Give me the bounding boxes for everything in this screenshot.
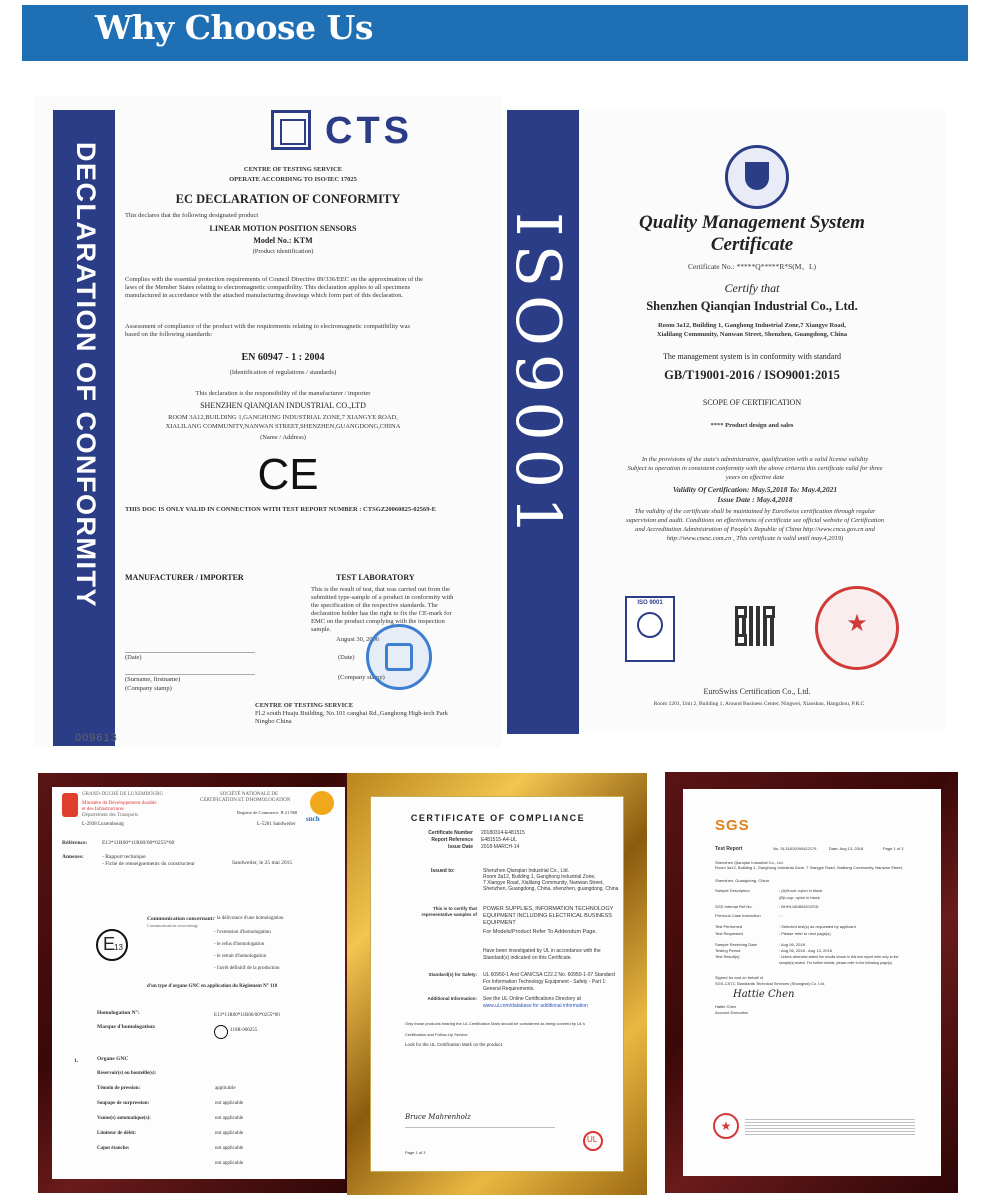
iso-badge-label: ISO 9001 (637, 600, 663, 606)
lux-ministry1: Ministère du Développement durable (82, 801, 157, 806)
ec-surname: (Surname, firstname) (125, 676, 181, 683)
iso-cert-no: Certificate No.: *****Q*****R*S(M、L) (687, 262, 817, 271)
lux-reg: Registre de Commerce: B 21 968 (237, 810, 298, 815)
iso-addr2: Xialilang Community, Nanwan Street, Shenzhen, Guangdong, China (656, 331, 848, 338)
ec-company: SHENZHEN QIANQIAN INDUSTRIAL CO.,LTD (200, 401, 366, 410)
table-row: Test Performed : Selected test(s) as requested by applicant (715, 924, 856, 929)
ul-add2: www.ul.com/database for additional information (483, 1003, 588, 1009)
sgs-name: Hattie Chen (715, 1004, 737, 1009)
ul-certify-label2: representative samples of (421, 912, 477, 917)
sgs-test-report: Test Report (715, 846, 743, 852)
iso-conformity: The management system is in conformity with standard (663, 352, 841, 361)
ul-only1: Only those products bearing the UL Certification Mark should be considered as being covered by UL's (405, 1021, 586, 1026)
iso-title2: Certificate (710, 234, 794, 255)
ec-date2: (Date) (338, 654, 355, 661)
iso9001-certificate (502, 108, 945, 732)
ul-issued3: 7 Xiangye Road, Xialilang Community, Nanwan Street, (483, 880, 604, 886)
iso-issue: Issue Date : May.4,2018 (717, 495, 793, 504)
list-item: Témoin de pression: applicable (97, 1086, 236, 1091)
lux-snch-logo: snch (306, 815, 320, 823)
lux-annex1: - Rapport technique (102, 854, 146, 860)
lux-type-label: d'un type d'organe GNC en application du Règlement N° 110 (147, 984, 278, 989)
ce-mark-icon: CE (257, 450, 319, 499)
ec-operate: OPERATE ACCORDING TO ISO/IEC 17025 (229, 176, 357, 183)
list-item: Issue Date 2018-MARCH-14 (447, 844, 520, 850)
ul-std3: General Requirements. (483, 986, 535, 992)
lux-ref-label: Référence: (62, 840, 88, 846)
iso-scope-item: **** Product design and sales (710, 422, 794, 429)
ec-name-address: (Name / Address) (260, 434, 306, 441)
sgs-role: Account Executive (715, 1010, 748, 1015)
ul-certify3: EQUIPMENT (483, 920, 516, 926)
ec-august: August 30, 2006 (336, 636, 380, 643)
ec-serial: 009613 (75, 732, 118, 744)
ec-footer3: Ningbo China (255, 718, 292, 725)
iso-note3: and Accreditation Administration of People's Republic of China http://www.cnca.gov.cn and (635, 526, 875, 533)
lux-opt3: - le refus d'homologation (214, 942, 265, 947)
sgs-addr1: Shenzhen Qianqian Industrial Co., Ltd. (715, 860, 784, 865)
ul-certify1: POWER SUPPLIES, INFORMATION TECHNOLOGY (483, 906, 614, 912)
ec-footer1: CENTRE OF TESTING SERVICE (255, 702, 354, 709)
ul-investigated1: Have been investigated by UL in accordance with the (483, 948, 601, 954)
lux-opt1: - la délivrance d'une homologation (214, 916, 284, 921)
euroswiss-logo-icon (725, 145, 789, 209)
cts-logo-text: CTS (325, 110, 413, 152)
ec-lab-text: This is the result of test, that was carried out from the submitted type-sample of a product in conformity with the specification of the respective standards. The declaration holder has the right to fix the CE-mark for EMC on the product complying with the inspection sample. (311, 586, 454, 633)
iso-issuer: EuroSwiss Certification Co., Ltd. (703, 687, 811, 696)
sgs-no: No. SL31810090422179 (773, 846, 817, 851)
lux-opt4: - le retrait d'homologation (214, 954, 267, 959)
lux-certificate (52, 787, 345, 1179)
lux-items (97, 1070, 337, 1175)
iso-addr1: Room 3a12, Building 1, Ganghong Industrial Zone,7 Xiangye Road, (658, 322, 846, 329)
ec-valid-note: THIS DOC IS ONLY VALID IN CONNECTION WITH TEST REPORT NUMBER : CTSGZ20060825-02569-E (125, 506, 436, 513)
e13-letter: E (103, 934, 116, 954)
ul-issued1: Shenzhen Qianqian Industrial Co., Ltd. (483, 868, 569, 874)
ec-product-id: (Product identification) (252, 248, 314, 255)
iso-note2: supervision and audit. Conditions on effectiveness of certificate see official website of Certification (626, 517, 884, 524)
lux-num: 1. (74, 1058, 79, 1064)
lux-ministry2: et des Infrastructures (82, 807, 124, 812)
ec-centre: CENTRE OF TESTING SERVICE (243, 166, 343, 173)
ul-investigated2: Standard(s) indicated on this Certificate. (483, 955, 572, 961)
ec-company-stamp: (Company stamp) (125, 685, 172, 692)
ul-title: CERTIFICATE OF COMPLIANCE (410, 813, 586, 823)
ec-addr2: XIALILANG COMMUNITY,NANWAN STREET,SHENZHEN,GUANGDONG,CHINA (165, 423, 401, 430)
ul-std-label: Standard(s) for Safety: (428, 972, 477, 977)
sgs-logo: SGS (715, 817, 750, 834)
list-item: Réservoir(s) ou bouteille(s): (97, 1071, 157, 1076)
sgs-date: Date: Aug 13, 2018 (829, 846, 864, 851)
ec-title: EC DECLARATION OF CONFORMITY (175, 192, 401, 206)
ec-declaration-certificate (33, 96, 501, 748)
list-item: Certificate Number 20180314-E481515 (428, 830, 525, 836)
lux-organe: Organe GNC (97, 1056, 129, 1062)
sgs-fine-print (745, 1119, 915, 1137)
ul-add1: See the UL Online Certifications Directory at (483, 996, 581, 1002)
lux-opt2: - l'extension d'homologation (214, 930, 271, 935)
ec-addr1: ROOM 3A12,BUILDING 1,GANGHONG INDUSTRIAL ZONE,7 XIANGYE ROAD, (168, 414, 398, 421)
ul-look: Look for the UL Certification Mark on the product. (405, 1042, 504, 1047)
sgs-page: Page 1 of 3 (883, 846, 904, 851)
ec-footer2: Fl.2 south Huaju Building, No.101 canghai Rd.,Ganghong High-tech Park (255, 710, 448, 717)
ul-std1: UL 60950-1 And CAN/CSA C22.2 No. 60950-1-07 Standard (483, 972, 615, 978)
list-item: Vanne(s) automatique(s): not applicable (97, 1116, 244, 1121)
iso-company: Shenzhen Qianqian Industrial Co., Ltd. (646, 299, 858, 313)
lux-city: L-2938 Luxembourg (82, 822, 124, 827)
lux-comm: Communication concernant: (147, 916, 215, 922)
iso-issuer-addr: Room 1201, Unit 2, Building 1, Around Business Center, Ningwei, Xiaoshan, Hangzhou, P.R.C (653, 701, 865, 707)
lux-annexes-label: Annexes: (62, 854, 84, 860)
iso-note1: The validity of the certificate shall be maintained by EuroSwiss certification through regular (634, 508, 876, 515)
ec-model: Model No.: KTM (253, 236, 313, 245)
ul-certify2: EQUIPMENT INCLUDING ELECTRICAL BUSINESS (483, 913, 612, 919)
e13-mark-icon (96, 929, 128, 961)
cts-stamp-icon (366, 624, 432, 690)
iso-provisions1: In the provisions of the state's administrative, qualification with a valid license validity (641, 456, 869, 463)
ec-date-line (125, 652, 255, 653)
ec-para2: Assessment of compliance of the product with the requirements relating to electromagnetic compatibility was based on the following standards: (125, 323, 411, 338)
cts-logo-icon (271, 110, 311, 150)
table-row: Sample Receiving Date : Aug 06, 2018 (715, 942, 805, 947)
ul-signature-line (405, 1127, 555, 1128)
lux-ministry3: Département des Transports (82, 813, 139, 818)
ec-responsibility: This declaration is the responsibility of the manufacturer / importer (195, 390, 371, 397)
table-row: (B)Loop: nylon in black (779, 895, 820, 900)
table-row: Previous Case Instruction : - (715, 913, 783, 918)
ul-certify-label1: This is to certify that (432, 906, 477, 911)
iso-title1: Quality Management System (639, 212, 865, 233)
lux-date: Sandweiler, le 25 mai 2015 (232, 860, 293, 866)
sgs-signed2: SGS-CSTC Standards Technical Services (Shanghai) Co. Ltd. (715, 981, 825, 986)
iso-provisions3: years on effective date (725, 474, 785, 481)
ul-add-label: Additional Information: (427, 996, 477, 1001)
ul-issued2: Room 3a12, Building 1, Ganghong Industrial Zone, (483, 874, 596, 880)
ul-certificate (370, 796, 624, 1172)
ec-company-stamp2: (Company stamp) (338, 674, 385, 681)
table-row: Test Requested : Please refer to next page(s) (715, 931, 831, 936)
sgs-signed1: Signed for and on behalf of (715, 975, 764, 980)
ec-para1: Complies with the essential protection requirements of Council Directive 89/336/EEC on the approximation of the laws of the Member States relating to electromagnetic compatibility. This declaration applies to all specimens manufactured in accordance with the attached manufacturing drawings which form part of this declaration. (125, 276, 423, 299)
ec-stripe-text: DECLARATION OF CONFORMITY (71, 142, 101, 608)
iso-validity: Validity Of Certification: May.5,2018 To: May.4,2021 (672, 485, 838, 494)
sgs-rows (715, 887, 930, 965)
table-row: Sample Description : (A)Hook: nylon in black (715, 888, 823, 893)
iso-provisions2: Subject to operation in consistent conformity with the above criteria this certificate valid for three (627, 465, 883, 472)
sgs-certificate (683, 789, 941, 1176)
iso-note4: http://www.cnesc.com.cn , This certificate is valid until may.4,2019) (666, 535, 844, 542)
list-item: Soupape de surpression: not applicable (97, 1101, 244, 1106)
lux-mark-val: 110R-000255 (230, 1028, 258, 1033)
iso-badge-icon (625, 596, 675, 662)
lux-hom-label: Homologation N°: (97, 1010, 140, 1016)
ec-date: (Date) (125, 654, 142, 661)
ul-certify4: For Models/Product Refer To Addendum Page. (483, 929, 597, 935)
lux-sandweiler: L-5201 Sandweiler (257, 822, 296, 827)
ul-page: Page 1 of 3 (405, 1150, 426, 1155)
ul-issued-label: Issued to: (431, 868, 455, 874)
list-item: Report Reference E481515-A4-UL (431, 837, 517, 843)
lux-ref-val: E13*11R00*11R00/00*0255*00 (102, 840, 175, 846)
ul-logo-icon (583, 1131, 603, 1151)
table-row: Testing Period : Aug 06, 2018 - Aug 13, 2018 (715, 948, 832, 953)
iso-scope: SCOPE OF CERTIFICATION (702, 398, 802, 407)
ec-product: LINEAR MOTION POSITION SENSORS (209, 224, 357, 233)
table-row: sample(s) tested. For further details, please refer to the following page(s) (779, 961, 892, 965)
lux-snch1: SOCIÉTÉ NATIONALE DE (220, 792, 279, 797)
page-title: Why Choose Us (95, 8, 373, 47)
ul-fields (381, 829, 621, 850)
lux-snch2: CERTIFICATION ET D'HOMOLOGATION (200, 798, 291, 803)
ec-std-id: (Identification of regulations / standards) (229, 369, 337, 376)
iso-certify: Certify that (724, 281, 780, 295)
lux-annex2: - Fiche de renseignements du constructeur (102, 861, 196, 867)
ec-standard: EN 60947 - 1 : 2004 (241, 352, 325, 363)
list-item: not applicable (215, 1161, 244, 1166)
list-item: Capot étanche: not applicable (97, 1146, 244, 1151)
qr-code-icon (735, 606, 775, 646)
ec-lab-label: TEST LABORATORY (336, 573, 415, 582)
ul-std2: For Information Technology Equipment - Safety - Part 1: (483, 979, 607, 985)
ul-signature: Bruce Mahrenholz (405, 1113, 471, 1121)
lux-opt5: - l'arrêt définitif de la production (214, 966, 280, 971)
iso-standard: GB/T19001-2016 / ISO9001:2015 (664, 368, 840, 382)
table-row: Test Result(s) : Unless otherwise stated the results shown in this test report refer only to the (715, 954, 899, 959)
table-row: SGS Internal Ref No. : BHHL18080420/2SD (715, 904, 819, 909)
snch-logo-icon (310, 791, 334, 815)
lux-mark-label: Marque d'homologation: (97, 1024, 156, 1030)
lux-comm2: Communication concerning: (147, 923, 199, 928)
ec-surname-line (125, 674, 255, 675)
ul-only2: Certification and Follow-Up Service. (405, 1032, 469, 1037)
ec-declares: This declares that the following designated product (125, 212, 259, 219)
e13-number: 13 (114, 943, 123, 952)
lux-hom-val: E13*11R00*11R00/00*0255*00 (214, 1013, 280, 1018)
red-seal-icon: ★ (815, 586, 899, 670)
iso-stripe-text: ISO9001 (502, 212, 575, 544)
sgs-addr3: Shenzhen, Guangdong, China (715, 878, 769, 883)
list-item: Limiteur de débit: not applicable (97, 1131, 244, 1136)
ul-logo-text: UL (587, 1135, 598, 1144)
ul-issued4: Shenzhen, Guangdong, China, shenzhen, guangdong, China (483, 886, 619, 892)
sgs-addr2: Room 3a12, Building 1, Ganghong Industrial Zone, 7 Xiangye Road, Xialilang Community, Nanwan Street, (715, 865, 903, 870)
e9-mark-icon (214, 1025, 228, 1039)
sgs-red-seal-icon: ★ (713, 1113, 739, 1139)
lux-lion-icon (62, 793, 78, 817)
lux-gd: GRAND-DUCHÉ DE LUXEMBOURG (82, 792, 164, 797)
ec-mfr-label: MANUFACTURER / IMPORTER (125, 573, 244, 582)
sgs-signature: Hattie Chen (733, 989, 795, 1000)
